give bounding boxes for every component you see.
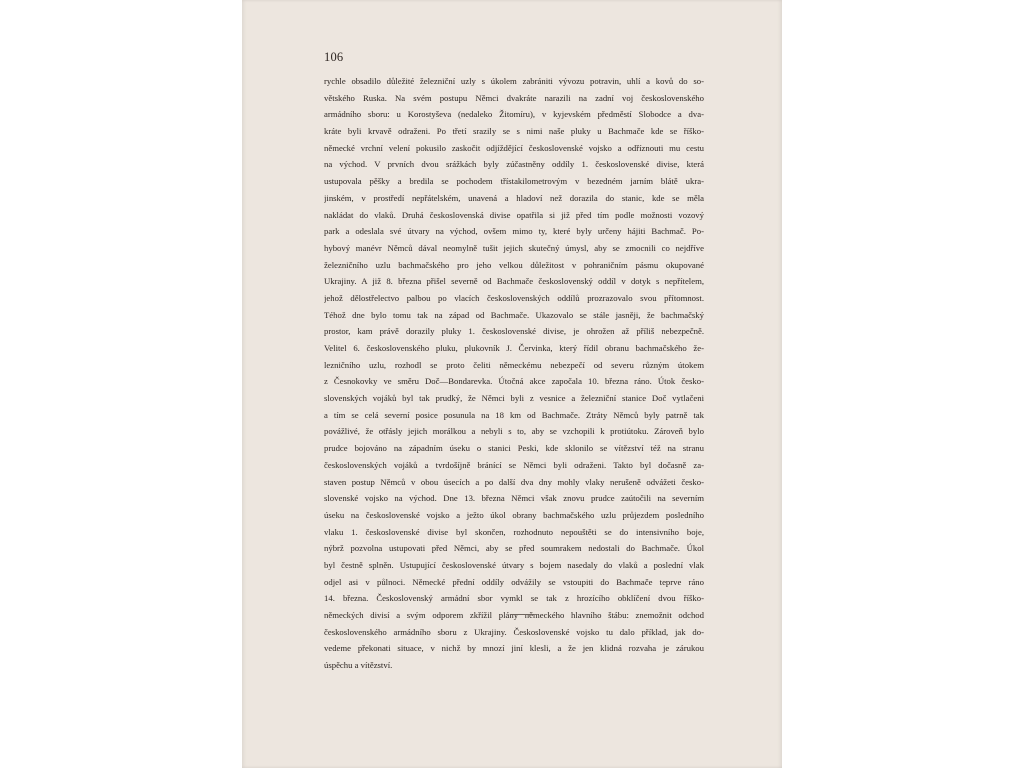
text-line: úseku na československé vojsko a ježto úkol obrany bachmačského uzlu průjezdem posledního bbox=[324, 509, 704, 520]
book-page bbox=[242, 0, 782, 768]
text-line: armádního sboru: u Korostyševa (nedaleko Žitomíru), v kyjevském předměstí Slobodce a dva- bbox=[324, 109, 704, 120]
text-line: německé vrchní velení pokusilo zaskočit odjíždějící československé vojsko a odříznouti mu cestu bbox=[324, 142, 704, 153]
text-line: prudce bojováno na západním úseku o stanici Peski, kde sklonilo se vítězství též na stranu bbox=[324, 443, 704, 454]
text-line: Ukrajiny. A již 8. března přišel severně od Bachmače československý oddíl v dotyk s nepřítelem, bbox=[324, 276, 704, 287]
text-line: slovenské vojsko na východ. Dne 13. března Němci však znovu prudce zaútočili na severním bbox=[324, 493, 704, 504]
text-line: na východ. V prvních dvou srážkách byly zúčastněny oddíly 1. československé divise, která bbox=[324, 159, 704, 170]
text-line: Téhož dne bylo tomu tak na západ od Bachmače. Ukazovalo se stále jasněji, že bachmačský bbox=[324, 309, 704, 320]
text-line: nakládat do vlaků. Druhá československá divise opatřila si již před tím podle možnosti vozový bbox=[324, 209, 704, 220]
text-line: slovenských vojáků byl tak prudký, že Němci byli z vesnice a železniční stanice Doč vytlačeni bbox=[324, 393, 704, 404]
text-line: jehož dělostřelectvo palbou po vlacích československých oddílů prozrazovalo svou přítomnost. bbox=[324, 292, 704, 303]
text-line: vlaku 1. československé divise byl skončen, rozhodnuto nepouštěti se do intensivního boje, bbox=[324, 526, 704, 537]
text-line: vedeme překonati situace, v nichž by mnozí jiní klesli, a že jen klidná rozvaha je zárukou bbox=[324, 643, 704, 654]
text-line: byl čestně splněn. Ustupující československé útvary s bojem nasedaly do vlaků a poslední vlak bbox=[324, 559, 704, 570]
section-divider bbox=[510, 614, 534, 615]
text-line: ustupovala pěšky a bredila se pochodem třístakilometrovým v bezedném jarním blátě ukra- bbox=[324, 176, 704, 187]
text-line: prostor, kam právě dorazily pluky 1. československé divise, je ohrožen až příliš nebezpečně. bbox=[324, 326, 704, 337]
text-line: kráte byli krvavě odraženi. Po třetí srazily se s nimi naše pluky u Bachmače kde se říško- bbox=[324, 126, 704, 137]
page-number: 106 bbox=[324, 50, 344, 64]
text-line: jinském, v prostředí nepřátelském, unavená a hladoví než dorazila do stanic, kde se měla bbox=[324, 192, 704, 203]
text-line: lezničního uzlu, rozhodl se proto čeliti německému nebezpečí od severu různým útokem bbox=[324, 359, 704, 370]
text-line: železničního uzlu bachmačského pro jeho velkou důležitost v pohraničním pásmu okupované bbox=[324, 259, 704, 270]
text-line: nýbrž pozvolna ustupovati před Němci, aby se před soumrakem nedostali do Bachmače. Úkol bbox=[324, 543, 704, 554]
text-line: a tím se celá severní posice posunula na 18 km od Bachmače. Ztráty Němců byly patrně tak bbox=[324, 409, 704, 420]
text-line: staven postup Němců v obou úsecích a po další dva dny mohly vlaky nerušeně odvážeti česko- bbox=[324, 476, 704, 487]
text-line: větského Ruska. Na svém postupu Němci dvakráte narazili na zadní voj československého bbox=[324, 92, 704, 103]
text-line-last: úspěchu a vítězství. bbox=[324, 660, 393, 671]
text-line: rychle obsadilo důležité železniční uzly s úkolem zabrániti vývozu potravin, uhlí a kovů do so- bbox=[324, 76, 704, 86]
text-line: z Česnokovky ve směru Doč—Bondarevka. Útočná akce započala 10. března ráno. Útok česko- bbox=[324, 376, 704, 387]
text-line: 14. března. Československý armádní sbor vymkl se tak z hrozícího obklíčení dvou říško- bbox=[324, 593, 704, 604]
body-text bbox=[324, 73, 704, 674]
text-line: hybový manévr Němců dával neomylně tušit jejich skutečný úmysl, aby se zmocnili co nejdříve bbox=[324, 242, 704, 253]
text-line: odjel asi v půlnoci. Německé přední oddíly odvážily se vstoupiti do Bachmače teprve ráno bbox=[324, 576, 704, 587]
text-line: německých divisí a svým odporem zkřížil plány německého hlavního štábu: znemožnit odchod bbox=[324, 610, 704, 620]
text-line: povážlivé, že otřásly jejich morálkou a nebyli s to, aby se vzchopili k protiútoku. Zároveň bylo bbox=[324, 426, 704, 437]
text-line: československých vojáků a tvrdošíjně bránící se Němci byli odraženi. Takto byl dočasně za- bbox=[324, 459, 704, 470]
text-line: Velitel 6. československého pluku, plukovník J. Červinka, který řídil obranu bachmačského že- bbox=[324, 343, 704, 353]
text-line: československého armádního sboru z Ukrajiny. Československé vojsko tu dalo příklad, jak do- bbox=[324, 626, 704, 637]
text-line: park a odeslala své útvary na východ, ovšem mimo ty, které byly určeny hájiti Bachmač. Po- bbox=[324, 226, 704, 237]
